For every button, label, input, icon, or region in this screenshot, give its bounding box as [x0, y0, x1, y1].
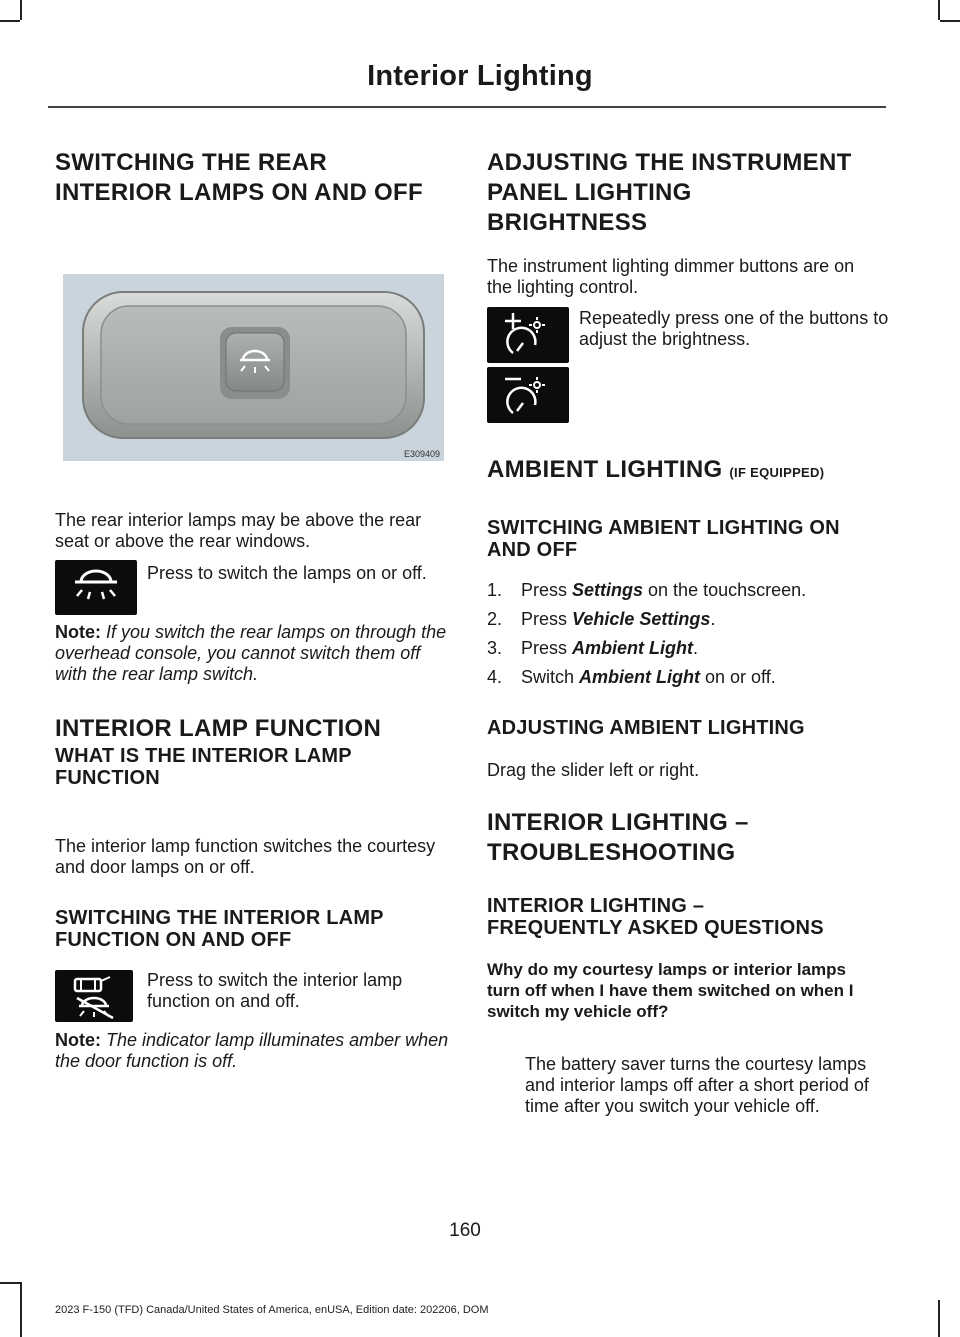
- crop-mark: [938, 0, 940, 20]
- brightness-up-icon: [487, 307, 569, 363]
- list-item: [487, 609, 887, 638]
- step-text: Switch: [521, 667, 580, 687]
- heading-line: BRIGHTNESS: [487, 209, 648, 236]
- if-equipped-label: (IF EQUIPPED): [729, 465, 825, 480]
- dome-lamp-icon: [55, 560, 137, 615]
- crop-mark: [20, 1282, 22, 1337]
- troubleshooting-heading: [487, 808, 897, 868]
- function-description: The interior lamp function switches the courtesy and door lamps on or off.: [55, 836, 436, 877]
- heading-line: PANEL LIGHTING: [487, 179, 692, 206]
- brightness-caption: Repeatedly press one of the buttons to adjust the brightness.: [579, 308, 889, 349]
- faq-answer: The battery saver turns the courtesy lamps and interior lamps off after a short period of time after you switch your vehicle off.: [525, 1054, 869, 1116]
- heading-line: FREQUENTLY ASKED QUESTIONS: [487, 917, 824, 939]
- instrument-dimmer-intro: The instrument lighting dimmer buttons are on the lighting control.: [487, 256, 855, 297]
- heading-line: INTERIOR LAMPS ON AND OFF: [55, 179, 423, 206]
- door-lamp-caption: Press to switch the interior lamp function on and off.: [147, 970, 403, 1011]
- faq-question: Why do my courtesy lamps or interior lamps turn off when I have them switched on when I switch my vehicle off?: [487, 960, 854, 1021]
- step-text: Press: [521, 638, 573, 658]
- step-number: 2.: [487, 609, 503, 629]
- rear-lamp-switch-figure: [63, 274, 444, 461]
- crop-mark: [20, 0, 22, 20]
- rear-lamps-note: [55, 622, 450, 685]
- interior-lamp-function-heading: INTERIOR LAMP FUNCTION: [55, 715, 382, 742]
- page-header-title: Interior Lighting: [367, 60, 593, 92]
- heading-line: INTERIOR LIGHTING –: [487, 895, 705, 917]
- step-number: 4.: [487, 667, 503, 687]
- step-emphasis: Ambient Light: [572, 638, 693, 658]
- note-text: If you switch the rear lamps on through the overhead console, you cannot switch them off with the rear lamp switch.: [55, 622, 447, 684]
- heading-line: INTERIOR LIGHTING –: [487, 809, 749, 836]
- footer-edition-info: 2023 F-150 (TFD) Canada/United States of America, enUSA, Edition date: 202206, DOM: [55, 1304, 489, 1316]
- page-number: 160: [449, 1220, 481, 1241]
- list-item: [487, 667, 887, 696]
- rear-lamps-intro: The rear interior lamps may be above the rear seat or above the rear windows.: [55, 510, 422, 551]
- note-text: The indicator lamp illuminates amber when the door function is off.: [55, 1030, 449, 1071]
- dome-lamp-caption: Press to switch the lamps on or off.: [147, 563, 427, 583]
- step-text: on the touchscreen.: [643, 580, 807, 600]
- step-emphasis: Ambient Light: [579, 667, 701, 687]
- rear-lamp-switch-illustration: [63, 274, 444, 461]
- crop-mark: [938, 1300, 940, 1337]
- list-item: [487, 580, 887, 609]
- step-text: .: [693, 638, 699, 658]
- door-lamp-off-icon: [55, 970, 133, 1022]
- crop-mark: [0, 1282, 20, 1284]
- switching-ambient-subheading: SWITCHING AMBIENT LIGHTING ON AND OFF: [487, 517, 840, 561]
- heading-line: ADJUSTING THE INSTRUMENT: [487, 149, 852, 176]
- ambient-slider-instruction: Drag the slider left or right.: [487, 760, 700, 780]
- ambient-steps-list: [487, 580, 887, 696]
- instrument-brightness-heading: [487, 148, 897, 238]
- ambient-lighting-heading: [487, 455, 907, 488]
- figure-id: E309409: [403, 449, 440, 459]
- header-divider: [48, 106, 886, 108]
- list-item: [487, 638, 887, 667]
- function-note: [55, 1030, 453, 1072]
- step-emphasis: Settings: [572, 580, 644, 600]
- switching-function-subheading: SWITCHING THE INTERIOR LAMP FUNCTION ON AND OFF: [55, 907, 384, 951]
- step-number: 1.: [487, 580, 503, 600]
- crop-mark: [0, 20, 20, 22]
- step-text: Press: [521, 580, 573, 600]
- faq-subheading: [487, 895, 897, 939]
- brightness-down-icon: [487, 367, 569, 423]
- step-text: Press: [521, 609, 573, 629]
- note-label: Note:: [55, 1030, 101, 1050]
- what-is-function-subheading: WHAT IS THE INTERIOR LAMP FUNCTION: [55, 745, 352, 789]
- crop-mark: [940, 20, 960, 22]
- step-text: .: [710, 609, 716, 629]
- heading-line: SWITCHING THE REAR: [55, 149, 328, 176]
- step-text: on or off.: [700, 667, 776, 687]
- step-emphasis: Vehicle Settings: [572, 609, 711, 629]
- note-label: Note:: [55, 622, 101, 642]
- rear-lamps-heading: [55, 148, 455, 208]
- step-number: 3.: [487, 638, 503, 658]
- heading-text: AMBIENT LIGHTING: [487, 456, 723, 483]
- heading-line: TROUBLESHOOTING: [487, 839, 736, 866]
- adjusting-ambient-subheading: ADJUSTING AMBIENT LIGHTING: [487, 717, 805, 739]
